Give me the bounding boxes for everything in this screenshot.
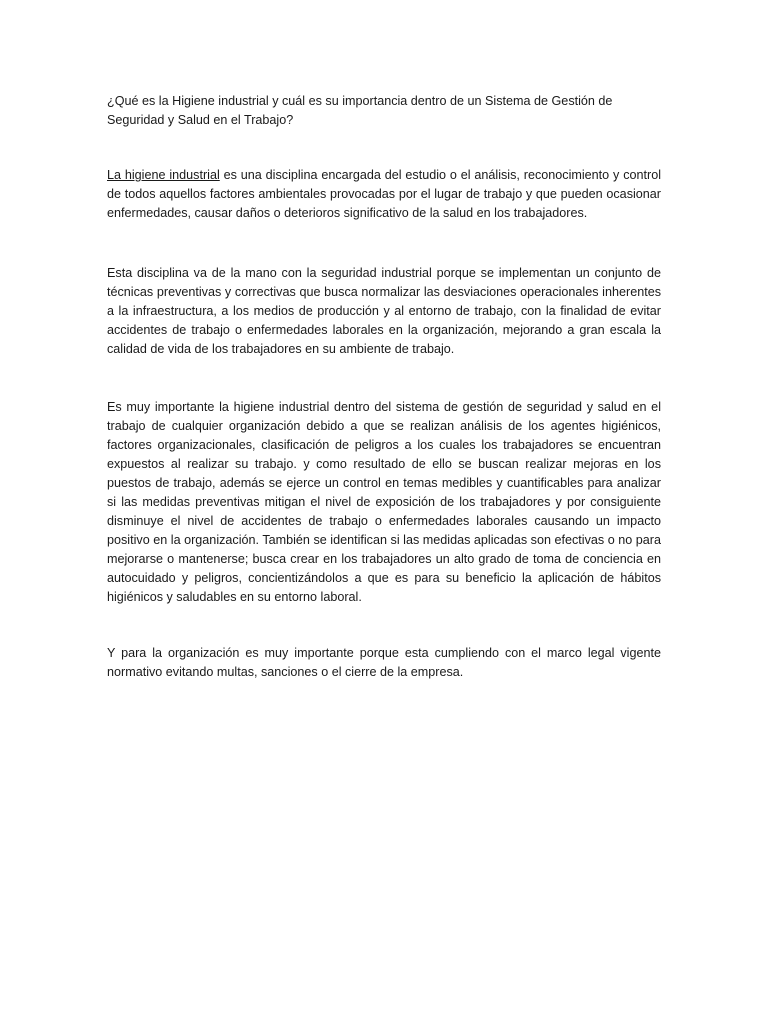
definition-text: es una disciplina encargada del estudio o el análisis, reconocimiento y control de todos aquellos factores ambientales provocadas por el lugar de trabajo y que pueden ocasionar enfermedades, causar daños o deterioros significativo de la salud en los trabajadores.: [107, 168, 661, 220]
paragraph-organization: Y para la organización es muy importante porque esta cumpliendo con el marco legal vigente normativo evitando multas, sanciones o el cierre de la empresa.: [107, 646, 661, 679]
paragraph-definition: [107, 166, 661, 223]
question-heading: ¿Qué es la Higiene industrial y cuál es su importancia dentro de un Sistema de Gestión de Seguridad y Salud en el Trabajo?: [107, 94, 613, 127]
paragraph-relation-safety: Esta disciplina va de la mano con la seguridad industrial porque se implementan un conjunto de técnicas preventivas y correctivas que busca normalizar las desviaciones operacionales inherentes a la infraestructura, a los medios de producción y al entorno de trabajo, con la finalidad de evitar accidentes de trabajo o enfermedades laborales en la organización, mejorando a gran escala la calidad de vida de los trabajadores en su ambiente de trabajo.: [107, 266, 661, 356]
definition-term: La higiene industrial: [107, 168, 220, 182]
paragraph-importance: Es muy importante la higiene industrial dentro del sistema de gestión de seguridad y salud en el trabajo de cualquier organización debido a que se realizan análisis de los agentes higiénicos, factores organizacionales, clasificación de peligros a los cuales los trabajadores se encuentran expuestos al realizar su trabajo. y como resultado de ello se buscan realizar mejoras en los puestos de trabajo, además se ejerce un control en temas medibles y cuantificables para analizar si las medidas preventivas mitigan el nivel de exposición de los trabajadores y por consiguiente disminuye el nivel de accidentes de trabajo o enfermedades laborales causando un impacto positivo en la organización. También se identifican si las medidas aplicadas son efectivas o no para mejorarse o mantenerse; busca crear en los trabajadores un alto grado de toma de conciencia en autocuidado y peligros, concientizándolos a que es para su beneficio la aplicación de hábitos higiénicos y saludables en su entorno laboral.: [107, 400, 661, 604]
